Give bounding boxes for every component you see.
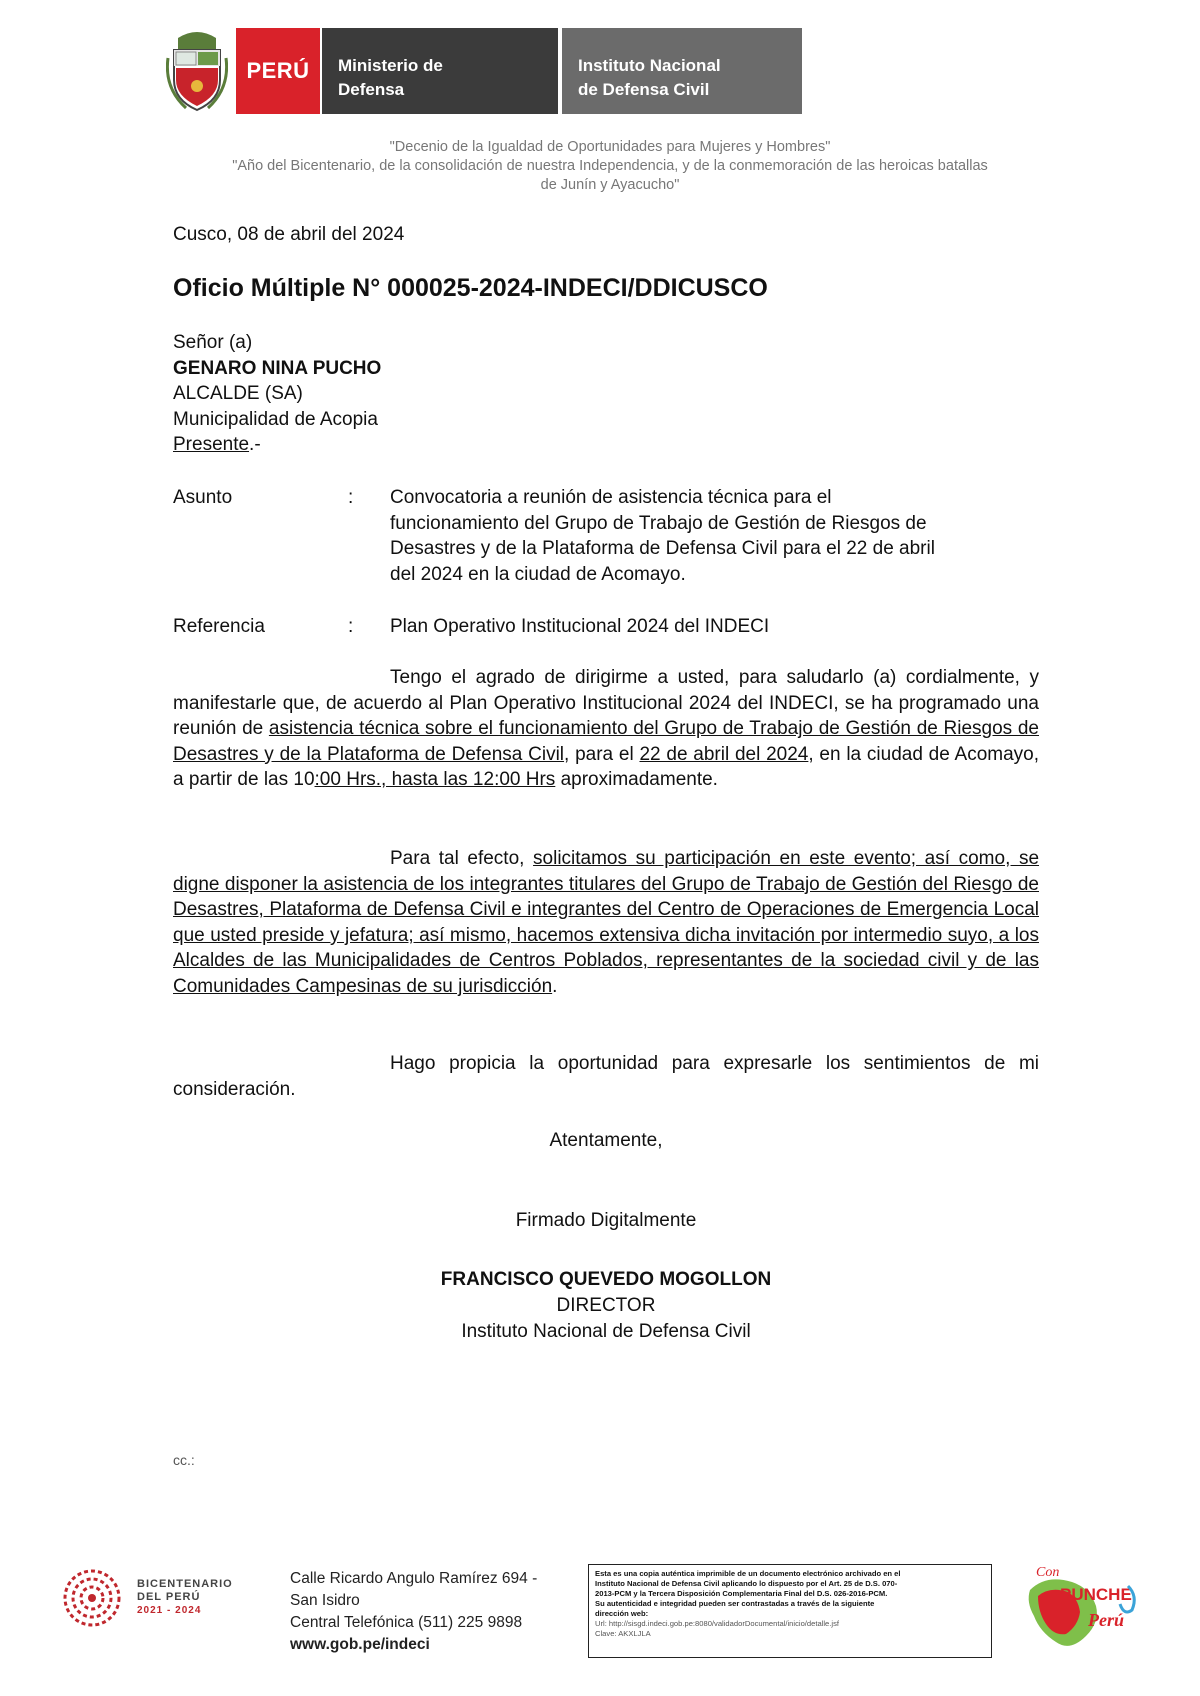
p2-text-2: . — [552, 975, 558, 997]
city-date: Cusco, 08 de abril del 2024 — [173, 224, 405, 245]
p1-text-3: , en la ciudad de Acomayo, a partir de las 10 — [173, 743, 1040, 791]
punche-line-3: Perú — [1088, 1610, 1124, 1630]
asunto-colon: : — [348, 487, 354, 508]
punche-line-1: Con — [1036, 1565, 1060, 1580]
instituto-line-2: de Defensa Civil — [578, 80, 710, 99]
p2-underline-1: solicitamos su participación en este evento; así como, se digne disponer la asistencia de los integrantes titulares del Grupo de Trabajo de Gestión del Riesgo de Desastres, Plataforma de Defensa Civil e integrantes del Centro de Operaciones de Emergencia Local que usted preside y jefatura; así mismo, hacemos extensiva dicha invitación por intermedio suyo, a los Alcaldes de las Municipalidades de Centros Poblados, representantes de la sociedad civil y de las Comunidades Campesinas de su jurisdicción — [173, 848, 1040, 997]
bicentenario-text — [137, 1578, 233, 1617]
paragraph-2 — [173, 846, 1039, 1000]
instituto-defensa-civil-box — [562, 28, 802, 114]
peru-label: PERÚ — [246, 58, 310, 83]
notice-line-4: Su autenticidad e integridad pueden ser contrastadas a través de la siguiente — [595, 1599, 875, 1608]
notice-line-1: Esta es una copia auténtica imprimible de un documento electrónico archivado en el — [595, 1569, 901, 1578]
p1-text-2: , para el — [564, 743, 640, 765]
signer-name: FRANCISCO QUEVEDO MOGOLLON — [440, 1269, 772, 1290]
address-line-3: Central Telefónica (511) 225 9898 — [290, 1614, 523, 1631]
punche-line-2: PUNCHE — [1060, 1585, 1132, 1604]
peru-logo-box — [236, 28, 320, 114]
con-punche-peru-logo — [1016, 1556, 1146, 1656]
document-title: Oficio Múltiple N° 000025-2024-INDECI/DDICUSCO — [173, 274, 768, 302]
notice-line-3: 2013-PCM y la Tercera Disposición Complementaria Final del D.S. 026-2016-PCM. — [595, 1589, 888, 1598]
p1-text-1: Tengo el agrado de dirigirme a usted, para saludarlo (a) cordialmente, y manifestarle que, de acuerdo al Plan Operativo Institucional 2024 del INDECI, se ha programado una reunión de — [173, 667, 1039, 740]
referencia-value: Plan Operativo Institucional 2024 del INDECI — [390, 616, 770, 637]
signed-digitally: Firmado Digitalmente — [515, 1210, 697, 1231]
notice-line-2: Instituto Nacional de Defensa Civil aplicando lo dispuesto por el Art. 25 de D.S. 070- — [595, 1579, 898, 1588]
asunto-line-1: Convocatoria a reunión de asistencia técnica para el — [390, 487, 832, 508]
decenio-line-1: "Decenio de la Igualdad de Oportunidades para Mujeres y Hombres" — [389, 139, 831, 155]
presente-word: Presente — [173, 434, 250, 456]
bicentenario-logo-icon — [62, 1568, 122, 1628]
asunto-value — [390, 485, 1040, 587]
footer-address — [290, 1568, 537, 1656]
p1-underline-2: 22 de abril del 2024 — [639, 743, 809, 765]
ministerio-defensa-box — [322, 28, 558, 114]
notice-url[interactable]: Url: http://sisgd.indeci.gob.pe:8080/validadorDocumental/inicio/detalle.jsf — [595, 1619, 839, 1628]
p1-text-4: aproximadamente. — [555, 769, 718, 791]
authenticity-notice — [588, 1564, 992, 1658]
recipient-presente — [173, 432, 381, 458]
closing: Atentamente, — [549, 1130, 663, 1151]
ministerio-line-2: Defensa — [338, 80, 405, 99]
presente-suffix: .- — [249, 434, 261, 456]
recipient-salutation: Señor (a) — [173, 332, 253, 353]
recipient-position: ALCALDE (SA) — [173, 383, 303, 405]
p3-text: Hago propicia la oportunidad para expresarle los sentimientos de mi consideración. — [173, 1053, 1039, 1100]
address-line-1: Calle Ricardo Angulo Ramírez 694 - — [290, 1570, 538, 1587]
instituto-line-1: Instituto Nacional — [578, 56, 721, 75]
cc-label: cc.: — [173, 1452, 195, 1468]
bicentenario-years: 2021 - 2024 — [137, 1605, 202, 1616]
recipient-block — [173, 330, 381, 458]
p1-underline-1: asistencia técnica sobre el funcionamiento del Grupo de Trabajo de Gestión de Riesgos de Desastres y de la Plataforma de Defensa Civil — [173, 718, 1039, 765]
paragraph-1 — [173, 665, 1039, 793]
recipient-entity: Municipalidad de Acopia — [173, 408, 378, 430]
paragraph-3 — [173, 1051, 1039, 1102]
referencia-label: Referencia — [173, 616, 265, 637]
address-line-2: San Isidro — [290, 1592, 360, 1609]
decenio-line-3: de Junín y Ayacucho" — [540, 177, 680, 193]
bicentenario-line-2: DEL PERÚ — [137, 1591, 201, 1603]
peru-coat-of-arms-icon — [166, 28, 228, 112]
notice-key: Clave: AKXLJLA — [595, 1629, 651, 1638]
decenio-line-2: "Año del Bicentenario, de la consolidación de nuestra Independencia, y de la conmemoración de las heroicas batallas — [232, 158, 988, 174]
website-link[interactable]: www.gob.pe/indeci — [290, 1636, 430, 1653]
p2-text-1: Para tal efecto, — [390, 848, 534, 869]
bicentenario-line-1: BICENTENARIO — [137, 1578, 233, 1590]
p1-underline-3: :00 Hrs., hasta las 12:00 Hrs — [314, 769, 556, 791]
asunto-line-3: Desastres y de la Plataforma de Defensa Civil para el 22 de abril — [390, 538, 935, 560]
recipient-name: GENARO NINA PUCHO — [173, 357, 382, 379]
notice-line-5: dirección web: — [595, 1609, 649, 1618]
asunto-line-2: funcionamiento del Grupo de Trabajo de Gestión de Riesgos de — [390, 512, 927, 534]
signer-title: DIRECTOR — [556, 1295, 656, 1316]
referencia-colon: : — [348, 616, 354, 637]
ministerio-line-1: Ministerio de — [338, 56, 443, 75]
asunto-label: Asunto — [173, 487, 233, 508]
signer-organization: Instituto Nacional de Defensa Civil — [461, 1321, 751, 1342]
asunto-line-4: del 2024 en la ciudad de Acomayo. — [390, 563, 686, 585]
